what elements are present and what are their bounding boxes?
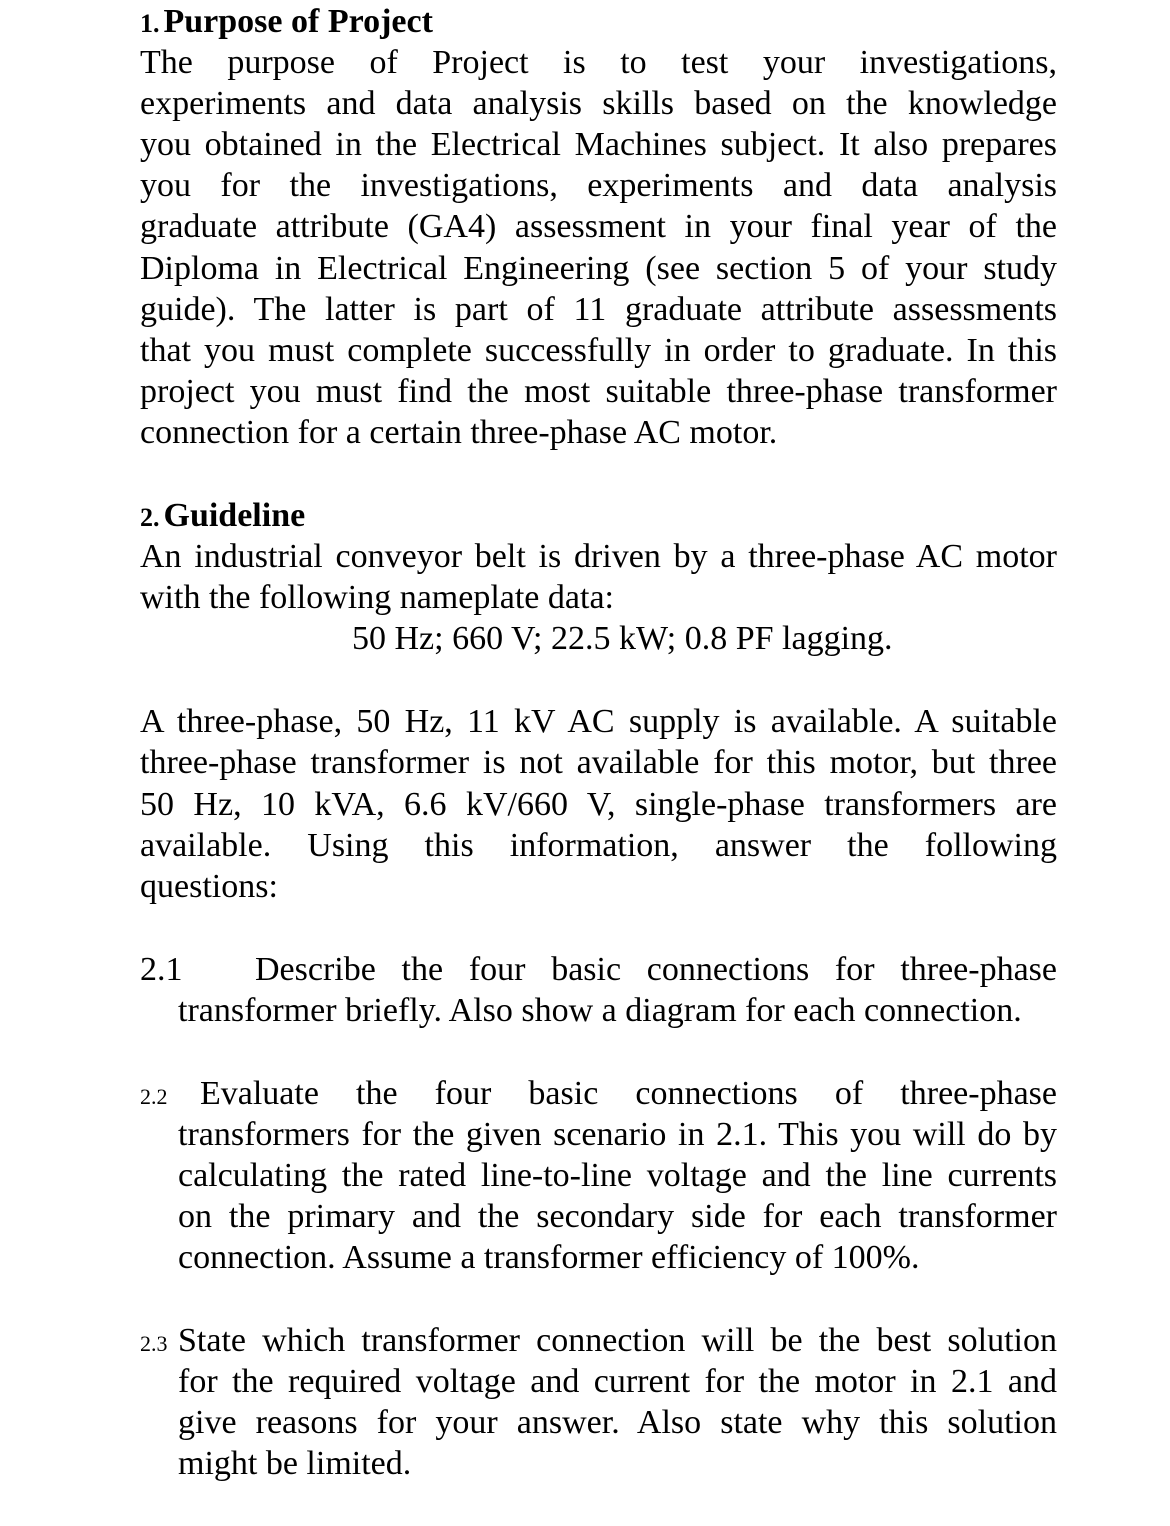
question-2-3-line: for the required voltage and current for the motor in 2.1 and bbox=[178, 1363, 1057, 1400]
question-2-3-line: State which transformer connection will be the best solution bbox=[178, 1322, 1057, 1359]
section-2-title: Guideline bbox=[163, 497, 306, 534]
question-2-3-line: might be limited. bbox=[178, 1445, 412, 1482]
purpose-line: that you must complete successfully in order to graduate. In this bbox=[140, 332, 1057, 369]
supply-line: three-phase transformer is not available for this motor, but three bbox=[140, 744, 1057, 781]
purpose-line: connection for a certain three-phase AC motor. bbox=[140, 414, 778, 451]
purpose-line: experiments and data analysis skills based on the knowledge bbox=[140, 85, 1057, 122]
section-1-heading bbox=[140, 2, 433, 48]
question-2-3-number-wrap bbox=[140, 1321, 168, 1364]
question-2-2-line: transformers for the given scenario in 2.1. This you will do by bbox=[178, 1116, 1057, 1153]
purpose-line: Diploma in Electrical Engineering (see section 5 of your study bbox=[140, 250, 1057, 287]
guideline-line: An industrial conveyor belt is driven by a three-phase AC motor bbox=[140, 538, 1057, 575]
guideline-line: with the following nameplate data: bbox=[140, 579, 614, 616]
supply-line: A three-phase, 50 Hz, 11 kV AC supply is available. A suitable bbox=[140, 703, 1057, 740]
question-2-1-number: 2.1 bbox=[140, 951, 183, 988]
purpose-line: project you must find the most suitable three-phase transformer bbox=[140, 373, 1057, 410]
supply-line: questions: bbox=[140, 868, 278, 905]
question-2-2-line: Evaluate the four basic connections of three-phase bbox=[200, 1075, 1057, 1112]
section-2-number: 2. bbox=[140, 503, 160, 532]
purpose-line: graduate attribute (GA4) assessment in your final year of the bbox=[140, 208, 1057, 245]
question-2-2-line: calculating the rated line-to-line voltage and the line currents bbox=[178, 1157, 1057, 1194]
motor-nameplate: 50 Hz; 660 V; 22.5 kW; 0.8 PF lagging. bbox=[352, 620, 893, 657]
purpose-line: The purpose of Project is to test your investigations, bbox=[140, 44, 1057, 81]
question-2-3-line: give reasons for your answer. Also state why this solution bbox=[178, 1404, 1057, 1441]
question-2-2-number-wrap bbox=[140, 1074, 168, 1117]
purpose-line: you for the investigations, experiments and data analysis bbox=[140, 167, 1057, 204]
question-2-3-number: 2.3 bbox=[140, 1331, 168, 1356]
purpose-line: you obtained in the Electrical Machines subject. It also prepares bbox=[140, 126, 1057, 163]
question-2-2-line: on the primary and the secondary side for each transformer bbox=[178, 1198, 1057, 1235]
purpose-line: guide). The latter is part of 11 graduate attribute assessments bbox=[140, 291, 1057, 328]
question-2-1-line: transformer briefly. Also show a diagram for each connection. bbox=[178, 992, 1022, 1029]
question-2-2-line: connection. Assume a transformer efficiency of 100%. bbox=[178, 1239, 920, 1276]
question-2-1-line: Describe the four basic connections for three-phase bbox=[255, 951, 1057, 988]
question-2-2-number: 2.2 bbox=[140, 1084, 168, 1109]
section-2-heading bbox=[140, 496, 305, 542]
section-1-number: 1. bbox=[140, 9, 160, 38]
supply-line: available. Using this information, answer the following bbox=[140, 827, 1057, 864]
section-1-title: Purpose of Project bbox=[163, 3, 433, 40]
supply-line: 50 Hz, 10 kVA, 6.6 kV/660 V, single-phase transformers are bbox=[140, 786, 1057, 823]
